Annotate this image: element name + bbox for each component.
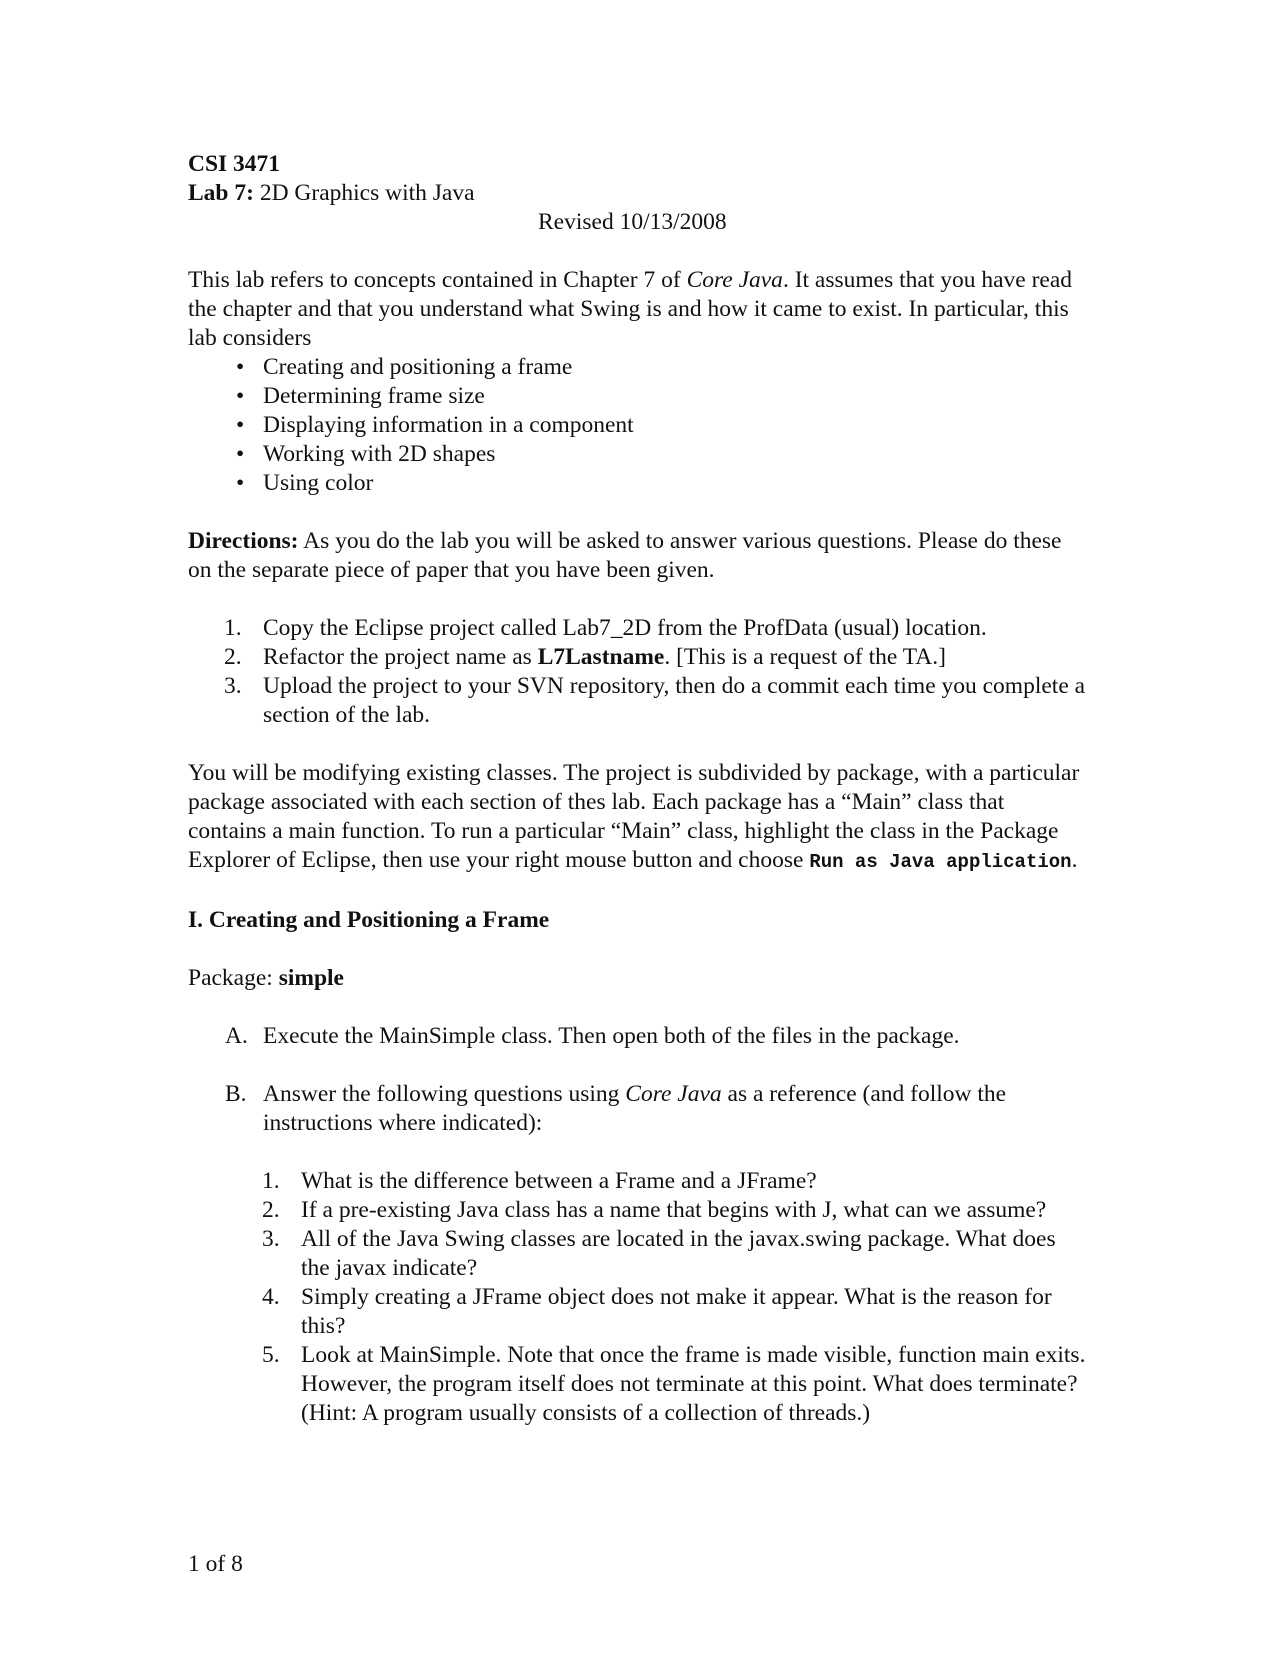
topics-list [188, 353, 1088, 498]
list-item: • Determining frame size [236, 383, 485, 409]
list-item: • Working with 2D shapes [236, 441, 496, 467]
list-item: 2. If a pre-existing Java class has a name that begins with J, what can we assume? [262, 1197, 1047, 1223]
bullet-icon: • [236, 354, 245, 380]
list-item: 2. Refactor the project name as L7Lastname. [This is a request of the TA.] [224, 644, 946, 670]
lab-label: Lab 7: [188, 180, 254, 206]
item-b: B. Answer the following questions using Core Java as a reference (and follow the instructions where indicated): [225, 1081, 1007, 1136]
questions-list [188, 1167, 1088, 1428]
bullet-icon: • [236, 470, 245, 496]
page-number: 1 of 8 [188, 1551, 243, 1577]
list-item: 5. Look at MainSimple. Note that once the frame is made visible, function main exits. However, the program itself does not terminate at this point. What does terminate? (Hint: A program usually consists of a collection of threads.) [262, 1342, 1086, 1426]
list-item: • Creating and positioning a frame [236, 354, 573, 380]
list-item: 3. All of the Java Swing classes are located in the javax.swing package. What does the javax indicate? [262, 1226, 1056, 1281]
book-title: Core Java [686, 267, 783, 293]
list-item: 3. Upload the project to your SVN repository, then do a commit each time you complete a section of the lab. [224, 673, 1086, 728]
section-heading: I. Creating and Positioning a Frame [188, 907, 550, 933]
list-item: 4. Simply creating a JFrame object does not make it appear. What is the reason for this? [262, 1284, 1052, 1339]
directions-paragraph: Directions: As you do the lab you will be asked to answer various questions. Please do these on the separate piece of paper that you have been given. [188, 528, 1062, 583]
modify-paragraph: You will be modifying existing classes. The project is subdivided by package, with a particular package associated with each section of thes lab. Each package has a “Main” class that contains a main function. To run a particular “Main” class, highlight the class in the Package Explorer of Eclipse, then use your right mouse button and choose Run as Java application. [188, 760, 1080, 873]
directions-label: Directions: [188, 528, 299, 554]
bullet-icon: • [236, 412, 245, 438]
list-item: 1. What is the difference between a Frame and a JFrame? [262, 1168, 817, 1194]
list-item: • Using color [236, 470, 374, 496]
intro-paragraph: This lab refers to concepts contained in Chapter 7 of Core Java. It assumes that you have read the chapter and that you understand what Swing is and how it came to exist. In particular, this lab considers [188, 267, 1073, 351]
project-name: L7Lastname [537, 644, 665, 670]
bullet-icon: • [236, 383, 245, 409]
document-body [188, 150, 1088, 1428]
package-line: Package: simple [188, 965, 344, 991]
lab-title: 2D Graphics with Java [259, 180, 475, 206]
bullet-icon: • [236, 441, 245, 467]
revised-date: Revised 10/13/2008 [538, 209, 727, 235]
lab-title-line [188, 179, 1088, 208]
course-code: CSI 3471 [188, 151, 281, 177]
list-item: 1. Copy the Eclipse project called Lab7_2D from the ProfData (usual) location. [224, 615, 987, 641]
run-command: Run as Java application [809, 851, 1072, 873]
item-a: A. Execute the MainSimple class. Then open both of the files in the package. [225, 1023, 960, 1049]
book-title: Core Java [625, 1081, 722, 1107]
package-name: simple [278, 965, 344, 991]
setup-steps [188, 614, 1088, 730]
list-item: • Displaying information in a component [236, 412, 634, 438]
